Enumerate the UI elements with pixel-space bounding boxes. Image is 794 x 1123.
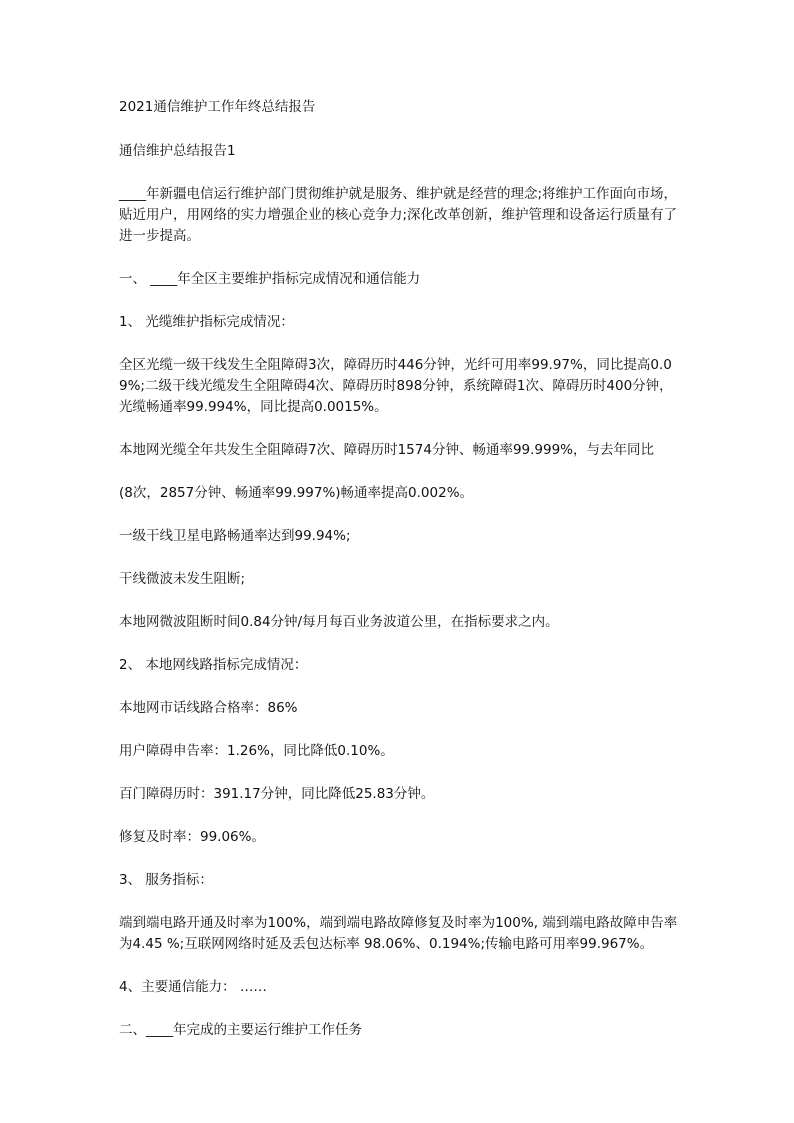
microwave-trunk-paragraph: 干线微波未发生阻断; xyxy=(119,571,246,587)
document-content xyxy=(119,97,679,1041)
local-line-rate: 本地网市话线路合格率：86% xyxy=(119,700,298,716)
document-subtitle: 通信维护总结报告1 xyxy=(119,143,236,159)
local-fiber-paragraph: 本地网光缆全年共发生全阻障碍7次、障碍历时1574分钟、畅通率99.999%，与去年同比 xyxy=(119,442,655,458)
subsection-heading-1: 1、 光缆维护指标完成情况： xyxy=(119,314,294,330)
section-heading-1: 一、 ____年全区主要维护指标完成情况和通信能力 xyxy=(119,271,421,287)
subsection-heading-4: 4、主要通信能力： …… xyxy=(119,979,267,995)
local-fiber-comparison: (8次，2857分钟、畅通率99.997%)畅通率提高0.002%。 xyxy=(119,485,474,501)
fault-duration: 百门障碍历时：391.17分钟，同比降低25.83分钟。 xyxy=(119,786,435,802)
intro-paragraph: ____年新疆电信运行维护部门贯彻维护就是服务、维护就是经营的理念;将维护工作面向市场，贴近用户，用网络的实力增强企业的核心竞争力;深化改革创新，维护管理和设备运行质量有了进一步提高。 xyxy=(119,186,678,244)
document-title: 2021通信维护工作年终总结报告 xyxy=(119,99,316,115)
section-heading-2: 二、____年完成的主要运行维护工作任务 xyxy=(119,1022,362,1038)
user-fault-rate: 用户障碍申告率：1.26%，同比降低0.10%。 xyxy=(119,743,394,759)
satellite-circuit-paragraph: 一级干线卫星电路畅通率达到99.94%; xyxy=(119,528,351,544)
subsection-heading-2: 2、 本地网线路指标完成情况： xyxy=(119,657,308,673)
subsection-heading-3: 3、 服务指标： xyxy=(119,872,213,888)
service-metrics-paragraph: 端到端电路开通及时率为100%，端到端电路故障修复及时率为100%, 端到端电路故障申告率为4.45 %;互联网网络时延及丢包达标率 98.06%、0.194%;传输电路可用率99.967%。 xyxy=(119,915,678,952)
local-microwave-paragraph: 本地网微波阻断时间0.84分钟/每月每百业务波道公里，在指标要求之内。 xyxy=(119,614,559,630)
fiber-trunk-paragraph: 全区光缆一级干线发生全阻障碍3次，障碍历时446分钟，光纤可用率99.97%，同比提高0.09%;二级干线光缆发生全阻障碍4次、障碍历时898分钟，系统障碍1次、障碍历时400分钟，光缆畅通率99.994%，同比提高0.0015%。 xyxy=(119,357,673,415)
repair-timeliness: 修复及时率：99.06%。 xyxy=(119,829,265,845)
